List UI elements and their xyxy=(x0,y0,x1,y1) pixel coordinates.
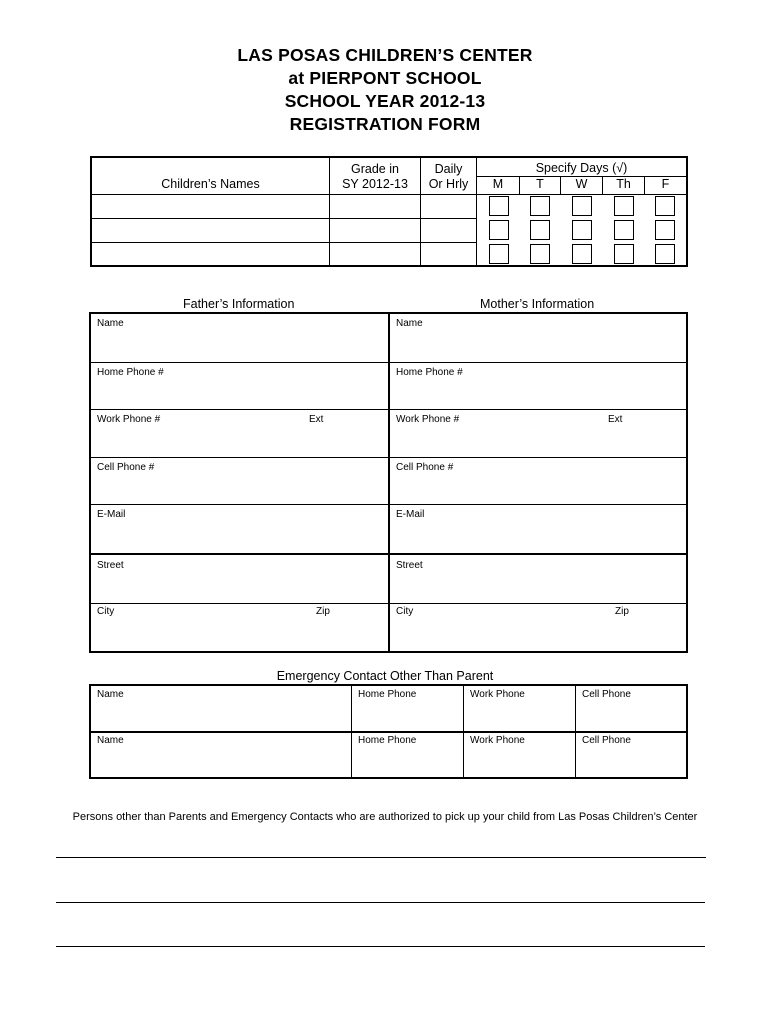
father-home-phone-field[interactable] xyxy=(91,363,388,409)
children-names-label: Children’s Names xyxy=(161,177,260,191)
father-email-label: E-Mail xyxy=(97,509,126,520)
mother-name-field[interactable] xyxy=(390,314,686,362)
grade-header-line2: SY 2012-13 xyxy=(342,177,408,191)
mother-cell-phone-field[interactable] xyxy=(390,458,686,504)
mother-name-label: Name xyxy=(396,318,423,329)
mother-city-field[interactable] xyxy=(390,604,686,651)
mother-street-label: Street xyxy=(396,560,423,571)
checkbox-child1-w[interactable] xyxy=(572,196,592,216)
day-w-header: W xyxy=(561,177,603,195)
day-t-header: T xyxy=(520,177,561,195)
emergency2-work-phone-label: Work Phone xyxy=(470,735,525,746)
father-name-field[interactable] xyxy=(91,314,388,362)
father-zip-label: Zip xyxy=(316,606,330,617)
authorized-person-line-3[interactable] xyxy=(56,946,705,947)
checkbox-child3-w[interactable] xyxy=(572,244,592,264)
checkbox-child2-m[interactable] xyxy=(489,220,509,240)
child-grade-field-1[interactable] xyxy=(330,195,421,219)
child-daily-field-3[interactable] xyxy=(421,243,477,265)
checkbox-child2-w[interactable] xyxy=(572,220,592,240)
checkbox-child3-th[interactable] xyxy=(614,244,634,264)
emergency-table xyxy=(89,684,688,779)
day-f-header: F xyxy=(645,177,686,195)
father-info-heading: Father’s Information xyxy=(183,297,295,311)
grade-header-line1: Grade in xyxy=(351,162,399,176)
child-daily-field-1[interactable] xyxy=(421,195,477,219)
emergency2-work-phone-field[interactable] xyxy=(464,733,575,777)
authorized-person-line-2[interactable] xyxy=(56,902,705,903)
father-work-phone-field[interactable] xyxy=(91,410,388,457)
mother-work-phone-label: Work Phone # xyxy=(396,414,460,425)
child-grade-field-3[interactable] xyxy=(330,243,421,265)
day-th-header: Th xyxy=(603,177,645,195)
mother-email-label: E-Mail xyxy=(396,509,425,520)
checkbox-child1-f[interactable] xyxy=(655,196,675,216)
father-name-label: Name xyxy=(97,318,124,329)
mother-work-phone-field[interactable] xyxy=(390,410,686,457)
emergency2-name-field[interactable] xyxy=(91,733,351,777)
father-cell-phone-field[interactable] xyxy=(91,458,388,504)
emergency1-name-label: Name xyxy=(97,689,124,700)
grade-header xyxy=(330,158,421,195)
day-m-header: M xyxy=(477,177,520,195)
checkbox-child1-t[interactable] xyxy=(530,196,550,216)
father-work-phone-label: Work Phone # xyxy=(97,414,161,425)
checkbox-child1-th[interactable] xyxy=(614,196,634,216)
checkbox-child3-f[interactable] xyxy=(655,244,675,264)
emergency-contact-heading: Emergency Contact Other Than Parent xyxy=(276,669,494,683)
title-line-3: SCHOOL YEAR 2012-13 xyxy=(284,91,486,111)
emergency1-name-field[interactable] xyxy=(91,686,351,731)
emergency2-name-label: Name xyxy=(97,735,124,746)
father-home-phone-label: Home Phone # xyxy=(97,367,164,378)
checkbox-child1-m[interactable] xyxy=(489,196,509,216)
father-city-label: City xyxy=(97,606,115,617)
mother-email-field[interactable] xyxy=(390,505,686,553)
father-city-field[interactable] xyxy=(91,604,388,651)
authorized-person-line-1[interactable] xyxy=(56,857,706,858)
daily-header xyxy=(421,158,477,195)
child-name-field-3[interactable] xyxy=(92,243,330,265)
daily-header-line2: Or Hrly xyxy=(428,177,469,191)
children-names-header xyxy=(92,158,330,195)
mother-zip-label: Zip xyxy=(615,606,629,617)
authorized-persons-text: Persons other than Parents and Emergency Contacts who are authorized to pick up your child from Las Posas Children’s Center xyxy=(72,811,698,823)
title-line-2: at PIERPONT SCHOOL xyxy=(288,68,482,88)
child-daily-field-2[interactable] xyxy=(421,219,477,243)
emergency1-cell-phone-field[interactable] xyxy=(576,686,686,731)
parents-table xyxy=(89,312,688,653)
mother-city-label: City xyxy=(396,606,414,617)
mother-cell-phone-label: Cell Phone # xyxy=(396,462,454,473)
father-ext-label: Ext xyxy=(309,414,324,425)
mother-home-phone-field[interactable] xyxy=(390,363,686,409)
form-title xyxy=(0,44,770,136)
mother-street-field[interactable] xyxy=(390,555,686,603)
emergency2-home-phone-label: Home Phone xyxy=(358,735,417,746)
child-name-field-2[interactable] xyxy=(92,219,330,243)
emergency1-cell-phone-label: Cell Phone xyxy=(582,689,631,700)
daily-header-line1: Daily xyxy=(434,162,463,176)
father-cell-phone-label: Cell Phone # xyxy=(97,462,155,473)
emergency1-home-phone-label: Home Phone xyxy=(358,689,417,700)
emergency2-home-phone-field[interactable] xyxy=(352,733,463,777)
checkbox-child3-t[interactable] xyxy=(530,244,550,264)
child-grade-field-2[interactable] xyxy=(330,219,421,243)
mother-ext-label: Ext xyxy=(608,414,623,425)
children-table xyxy=(90,156,688,267)
emergency1-work-phone-field[interactable] xyxy=(464,686,575,731)
checkbox-child3-m[interactable] xyxy=(489,244,509,264)
emergency2-cell-phone-label: Cell Phone xyxy=(582,735,631,746)
title-line-4: REGISTRATION FORM xyxy=(289,114,481,134)
checkbox-child2-t[interactable] xyxy=(530,220,550,240)
emergency2-cell-phone-field[interactable] xyxy=(576,733,686,777)
title-line-1: LAS POSAS CHILDREN’S CENTER xyxy=(237,45,533,65)
father-street-label: Street xyxy=(97,560,124,571)
child-name-field-1[interactable] xyxy=(92,195,330,219)
emergency1-home-phone-field[interactable] xyxy=(352,686,463,731)
mother-home-phone-label: Home Phone # xyxy=(396,367,463,378)
father-street-field[interactable] xyxy=(91,555,388,603)
father-email-field[interactable] xyxy=(91,505,388,553)
mother-info-heading: Mother’s Information xyxy=(480,297,595,311)
emergency1-work-phone-label: Work Phone xyxy=(470,689,525,700)
checkbox-child2-f[interactable] xyxy=(655,220,675,240)
specify-days-header: Specify Days (√) xyxy=(477,158,686,177)
checkbox-child2-th[interactable] xyxy=(614,220,634,240)
